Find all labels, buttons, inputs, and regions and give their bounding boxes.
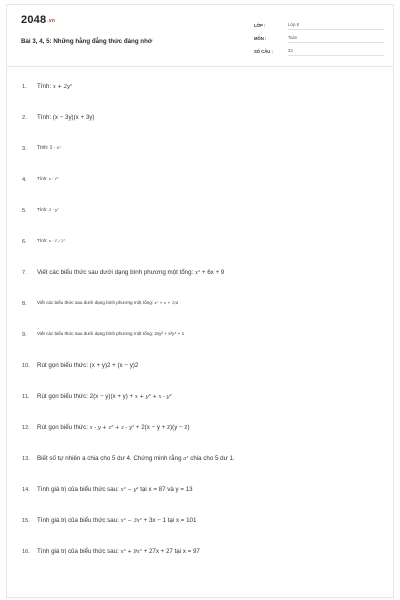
- question-list: [7, 77, 393, 573]
- question-math: x + y² + x - y²: [134, 394, 172, 400]
- question-item: [7, 449, 393, 480]
- question-math: x - y + z² + z - y²: [89, 425, 135, 431]
- question-item: [7, 77, 393, 108]
- question-tail: + 3x − 1 tại x = 101: [141, 517, 197, 524]
- question-text: [37, 486, 385, 493]
- meta-row-count: [254, 43, 384, 56]
- meta-row-class: [254, 17, 384, 30]
- question-prompt: Rút gọn biểu thức: (x + y)2 + (x − y)2: [37, 362, 139, 369]
- question-number: 4.: [22, 177, 27, 183]
- meta-value-class: Lớp 8: [288, 22, 384, 30]
- question-number: 3.: [22, 146, 27, 152]
- question-number: 11.: [22, 394, 30, 400]
- question-math: x³ − 3x²: [120, 518, 142, 524]
- question-number: 16.: [22, 549, 30, 555]
- question-item: [7, 139, 393, 170]
- question-item: [7, 108, 393, 139]
- question-prompt: Biết số tự nhiên a chia cho 5 dư 4. Chứng minh rằng: [37, 455, 182, 462]
- question-number: 1.: [22, 84, 27, 90]
- question-text: [37, 114, 385, 121]
- question-number: 10.: [22, 363, 30, 369]
- question-math: x³ + 9x²: [120, 549, 142, 555]
- question-tail: + 2(x − y + z)(y − z): [134, 424, 190, 431]
- question-prompt: Viết các biểu thức sau dưới dạng bình phương một tổng:: [37, 269, 194, 276]
- worksheet-meta: [254, 17, 384, 56]
- question-number: 15.: [22, 518, 30, 524]
- question-math: x - 1 / 2²: [48, 238, 66, 243]
- meta-label-count: SỐ CÂU :: [254, 49, 273, 54]
- question-prompt: Tính: (x − 3y)(x + 3y): [37, 114, 95, 121]
- question-math: a²: [183, 456, 189, 462]
- question-item: [7, 542, 393, 573]
- question-math: 5 - x²: [49, 146, 61, 151]
- question-math: x² + x + 1/4: [154, 300, 179, 305]
- question-number: 13.: [22, 456, 30, 462]
- question-item: [7, 387, 393, 418]
- question-text: [37, 331, 385, 336]
- site-logo[interactable]: [21, 14, 55, 26]
- question-prompt: Tính giá trị của biểu thức sau:: [37, 517, 119, 524]
- question-tail: chia cho 5 dư 1.: [188, 455, 235, 462]
- question-prompt: Tính:: [37, 238, 48, 243]
- question-text: [37, 548, 385, 555]
- header-divider: [7, 66, 393, 67]
- question-math: 3 - y²: [48, 207, 59, 212]
- question-number: 5.: [22, 208, 27, 214]
- question-number: 12.: [22, 425, 30, 431]
- question-prompt: Viết các biểu thức sau dưới dạng bình phương một tổng: 2xy² + x²y⁴: [37, 331, 177, 336]
- question-text: [37, 238, 385, 243]
- question-text: [37, 455, 385, 462]
- question-text: [37, 269, 385, 276]
- logo-domain: .vn: [47, 18, 56, 24]
- question-prompt: Viết các biểu thức sau dưới dạng bình phương một tổng:: [37, 300, 154, 305]
- question-item: [7, 232, 393, 263]
- question-text: [37, 176, 385, 181]
- question-item: [7, 201, 393, 232]
- question-item: [7, 294, 393, 325]
- question-prompt: Tính:: [37, 145, 49, 151]
- question-tail: + 6x + 9: [200, 269, 225, 276]
- question-math: x - 1²: [48, 176, 59, 181]
- question-tail: + 27x + 27 tại x = 97: [141, 548, 200, 555]
- question-tail: tại x = 87 và y = 13: [138, 486, 193, 493]
- question-item: [7, 418, 393, 449]
- question-item: [7, 511, 393, 542]
- meta-label-subject: MÔN :: [254, 36, 267, 41]
- question-number: 8.: [22, 301, 27, 307]
- question-prompt: Tính:: [37, 176, 48, 181]
- question-prompt: Rút gọn biểu thức:: [37, 424, 88, 431]
- logo-main: 2048: [21, 14, 47, 26]
- worksheet-page: [6, 4, 394, 598]
- question-prompt: Tính:: [37, 83, 52, 90]
- question-text: [37, 207, 385, 212]
- question-number: 7.: [22, 270, 27, 276]
- question-text: [37, 362, 385, 369]
- meta-row-subject: [254, 30, 384, 43]
- question-number: 9.: [22, 332, 27, 338]
- question-number: 2.: [22, 115, 27, 121]
- question-text: [37, 300, 385, 305]
- question-text: [37, 83, 385, 90]
- meta-label-class: LỚP :: [254, 23, 266, 28]
- question-number: 6.: [22, 239, 27, 245]
- question-item: [7, 170, 393, 201]
- question-math: x² − y²: [120, 487, 139, 493]
- meta-value-count: 33: [288, 48, 384, 56]
- question-item: [7, 263, 393, 294]
- question-prompt: Tính giá trị của biểu thức sau:: [37, 486, 119, 493]
- question-item: [7, 480, 393, 511]
- question-text: [37, 393, 385, 400]
- question-text: [37, 424, 385, 431]
- worksheet-title: Bài 3, 4, 5: Những hằng đẳng thức đáng nhớ: [21, 38, 153, 45]
- question-math: x²: [195, 270, 201, 276]
- question-item: [7, 325, 393, 356]
- question-number: 14.: [22, 487, 30, 493]
- meta-value-subject: Toán: [288, 35, 384, 43]
- question-prompt: Rút gọn biểu thức: 2(x − y)(x + y) +: [37, 393, 134, 400]
- question-math: x + 2y²: [52, 84, 73, 90]
- question-text: [37, 145, 385, 151]
- question-prompt: Tính giá trị của biểu thức sau:: [37, 548, 119, 555]
- question-prompt: Tính:: [37, 207, 48, 212]
- question-tail: + 1: [177, 331, 185, 336]
- question-text: [37, 517, 385, 524]
- question-item: [7, 356, 393, 387]
- worksheet-header: [7, 5, 393, 65]
